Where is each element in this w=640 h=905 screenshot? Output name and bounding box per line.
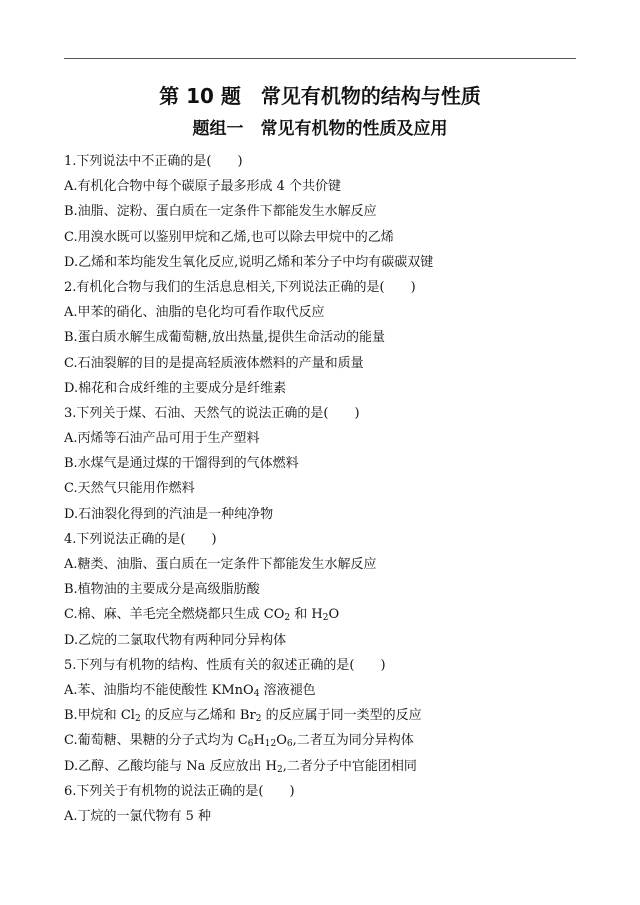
line-text: B.水煤气是通过煤的干馏得到的气体燃料 (64, 456, 299, 472)
question-stem (64, 779, 584, 804)
line-text: C.石油裂解的目的是提高轻质液体燃料的产量和质量 (64, 355, 364, 371)
answer-option (64, 250, 584, 275)
line-text: D.棉花和合成纤维的主要成分是纤维素 (64, 380, 287, 396)
page-title: 第 10 题 常见有机物的结构与性质 (159, 84, 481, 108)
line-text: C.葡萄糖、果糖的分子式均为 C (64, 733, 248, 749)
subscript-text: 6 (286, 739, 293, 750)
line-text: D.乙烷的二氯取代物有两种同分异构体 (64, 632, 287, 648)
line-text: 1.下列说法中不正确的是( ) (64, 154, 243, 169)
line-text: D.乙烯和苯均能发生氧化反应,说明乙烯和苯分子中均有碳碳双键 (64, 254, 434, 270)
line-text: O (328, 607, 340, 623)
answer-option (64, 728, 584, 753)
subscript-text: 12 (264, 739, 277, 750)
answer-option (64, 577, 584, 602)
subscript-text: 2 (276, 764, 283, 775)
subscript-text: 2 (255, 714, 262, 725)
line-text: C.用溴水既可以鉴别甲烷和乙烯,也可以除去甲烷中的乙烯 (64, 229, 394, 245)
line-text: D.石油裂化得到的汽油是一种纯净物 (64, 506, 274, 522)
line-text: H (253, 733, 265, 749)
line-text: 3.下列关于煤、石油、天然气的说法正确的是( ) (64, 405, 360, 421)
subscript-text: 2 (322, 613, 329, 624)
answer-option (64, 325, 584, 350)
line-text: C.棉、麻、羊毛完全燃烧都只生成 CO (64, 607, 285, 623)
answer-option (64, 476, 584, 501)
line-text: ,二者互为同分异构体 (292, 733, 414, 749)
line-text: A.甲苯的硝化、油脂的皂化均可看作取代反应 (64, 305, 325, 321)
line-text: A.丁烷的一氯代物有 5 种 (64, 808, 212, 824)
answer-option (64, 602, 584, 627)
answer-option (64, 804, 584, 829)
line-text: B.蛋白质水解生成葡萄糖,放出热量,提供生命活动的能量 (64, 330, 385, 346)
answer-option (64, 502, 584, 527)
line-text: C.天然气只能用作燃料 (64, 481, 195, 497)
line-text: 溶液褪色 (259, 682, 316, 698)
question-stem (64, 149, 584, 174)
line-text: 5.下列与有机物的结构、性质有关的叙述正确的是( ) (64, 657, 386, 673)
line-text: 2.有机化合物与我们的生活息息相关,下列说法正确的是( ) (64, 279, 416, 295)
subscript-text: 6 (247, 739, 254, 750)
line-text: A.糖类、油脂、蛋白质在一定条件下都能发生水解反应 (64, 557, 377, 572)
answer-option (64, 451, 584, 476)
answer-option (64, 754, 584, 779)
answer-option (64, 552, 584, 577)
question-stem (64, 653, 584, 678)
line-text: 的反应与乙烯和 Br (140, 708, 256, 724)
answer-option (64, 225, 584, 250)
subscript-text: 4 (253, 688, 260, 699)
subscript-text: 2 (284, 613, 291, 624)
answer-option (64, 426, 584, 451)
line-text: 的反应属于同一类型的反应 (261, 708, 422, 724)
section-subtitle: 题组一 常见有机物的性质及应用 (192, 119, 448, 139)
answer-option (64, 351, 584, 376)
answer-option (64, 703, 584, 728)
answer-option (64, 300, 584, 325)
answer-option (64, 376, 584, 401)
line-text: A.丙烯等石油产品可用于生产塑料 (64, 431, 260, 447)
line-text: B.油脂、淀粉、蛋白质在一定条件下都能发生水解反应 (64, 204, 377, 220)
line-text: 6.下列关于有机物的说法正确的是( ) (64, 783, 295, 799)
line-text: B.甲烷和 Cl (64, 708, 135, 724)
line-text: 和 H (290, 607, 323, 623)
top-divider (64, 58, 576, 59)
question-list (64, 149, 584, 829)
line-text: D.乙醇、乙酸均能与 Na 反应放出 H (64, 758, 277, 774)
line-text: ,二者分子中官能团相同 (282, 758, 417, 774)
answer-option (64, 174, 584, 199)
question-stem (64, 275, 584, 300)
answer-option (64, 199, 584, 224)
line-text: A.苯、油脂均不能使酸性 KMnO (64, 682, 254, 698)
line-text: 4.下列说法正确的是( ) (64, 531, 217, 547)
answer-option (64, 678, 584, 703)
line-text: B.植物油的主要成分是高级脂肪酸 (64, 582, 260, 598)
question-stem (64, 401, 584, 426)
answer-option (64, 628, 584, 653)
line-text: A.有机化合物中每个碳原子最多形成 4 个共价键 (64, 179, 342, 195)
line-text: O (276, 733, 287, 749)
subscript-text: 2 (134, 714, 141, 725)
question-stem (64, 527, 584, 552)
